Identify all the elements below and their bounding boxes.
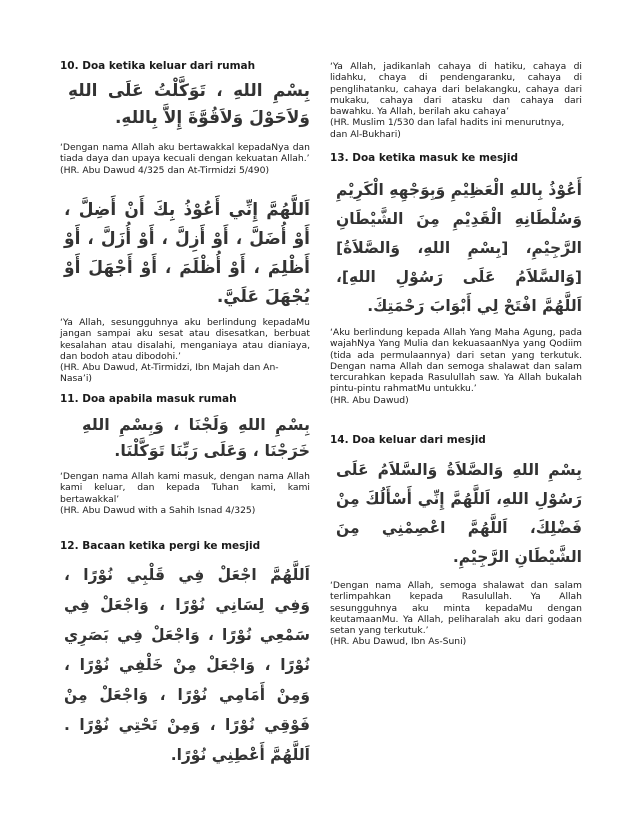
section-12-heading: 12. Bacaan ketika pergi ke mesjid (60, 540, 261, 552)
section-10-heading: 10. Doa ketika keluar dari rumah (60, 60, 256, 72)
section-11-reference: (HR. Abu Dawud with a Sahih Isnad 4/325) (60, 504, 256, 516)
section-10b-reference: (HR. Abu Dawud, At-Tirmidzi, Ibn Majah dan An-Nasa’i) (60, 362, 279, 385)
section-11-arabic: بِسْمِ اللهِ وَلَجْنَا ، وَبِسْمِ اللهِ خَرَجْنَا ، وَعَلَى رَبِّنَا تَوَكَّلْنَا. (82, 415, 310, 460)
section-10b-arabic: اَللَّهُمَّ إِنِّي أَعُوْذُ بِكَ أَنْ أَضِلَّ ، أَوْ أُضَلَّ ، أَوْ أَزِلَّ ، أَوْ أُزَلَّ ، أَوْ أَظْلِمَ ، أَوْ أُظْلَمَ ، أَوْ أَجْهَلَ أَوْ يُجْهَلَ عَلَيَّ. (64, 200, 310, 307)
section-14-reference: (HR. Abu Dawud, Ibn As-Suni) (330, 636, 467, 648)
section-13-text (330, 327, 582, 406)
section-14-arabic: بِسْمِ اللهِ وَالصَّلاَةُ وَالسَّلاَمُ عَلَى رَسُوْلِ اللهِ، اَللَّهُمَّ إِنِّي أَسْأَلُكَ مِنْ فَضْلِكَ، اَللَّهُمَّ اعْصِمْنِي مِنَ الشَّيْطَانِ الرَّجِيْمِ. (336, 461, 582, 566)
section-13-reference: (HR. Abu Dawud) (330, 394, 409, 406)
section-10-text (60, 142, 310, 176)
section-14-translation: ‘Dengan nama Allah, semoga shalawat dan salam terlimpahkan kepada Rasulullah. Ya Allah sesungguhnya aku minta kepadaMu dengan keutamaanMu. Ya Allah, peliharalah aku dari godaan setan yang terkutuk.’ (330, 580, 582, 637)
section-11-text (60, 471, 310, 516)
section-10b-translation: ‘Ya Allah, sesungguhnya aku berlindung kepadaMu jangan sampai aku sesat atau disesatkan, berbuat kesalahan atau disalahi, menganiaya atau dianiaya, dan bodoh atau dibodohi.’ (60, 317, 310, 362)
section-10b-text (60, 317, 310, 385)
section-13-heading: 13. Doa ketika masuk ke mesjid (330, 152, 518, 164)
section-10-translation: ‘Dengan nama Allah aku bertawakkal kepadaNya dan tiada daya dan upaya kecuali dengan kekuatan Allah.’ (60, 142, 310, 165)
section-13-arabic: أَعُوْذُ بِاللهِ الْعَظِيْمِ وَبِوَجْهِهِ الْكَرِيْمِ وَسُلْطَانِهِ الْقَدِيْمِ مِنَ الشَّيْطَانِ الرَّجِيْمِ، [بِسْمِ اللهِ، وَالصَّلاَةُ] [وَالسَّلاَمُ عَلَى رَسُوْلِ اللهِ]، اَللَّهُمَّ افْتَحْ لِي أَبْوَابَ رَحْمَتِكَ. (336, 181, 582, 315)
section-13-translation: ‘Aku berlindung kepada Allah Yang Maha Agung, pada wajahNya Yang Mulia dan kekuasaanNya yang Qodiim (tida ada permulaannya) dari setan yang terkutuk. Dengan nama Allah dan semoga shalawat dan salam tercurahkan kepada Rasulullah saw. Ya Allah bukalah pintu-pintu rahmatMu untukku.’ (330, 327, 582, 395)
section-12-cont-text (330, 61, 582, 140)
section-14-text (330, 580, 582, 648)
section-12-reference: (HR. Muslim 1/530 dan lafal hadits ini menurutnya, dan Al-Bukhari) (330, 117, 565, 140)
section-14-heading: 14. Doa keluar dari mesjid (330, 434, 486, 446)
section-11-translation: ‘Dengan nama Allah kami masuk, dengan nama Allah kami keluar, dan kepada Tuhan kami, kami bertawakkal’ (60, 471, 310, 505)
section-12-translation: ‘Ya Allah, jadikanlah cahaya di hatiku, cahaya di lidahku, chaya di pendengaranku, cahaya di penglihatanku, cahaya dari belakangku, cahaya dari mukaku, cahaya dari atasku dan cahaya dari bawahku. Ya Allah, berilah aku cahaya’ (330, 61, 582, 118)
section-12-arabic: اَللَّهُمَّ اجْعَلْ فِي قَلْبِي نُوْرًا ، وَفِي لِسَانِي نُوْرًا ، وَاجْعَلْ فِي سَمْعِي نُوْرًا ، وَاجْعَلْ فِي بَصَرِي نُوْرًا ، وَاجْعَلْ مِنْ خَلْفِي نُوْرًا ، وَمِنْ أَمَامِي نُوْرًا ، وَاجْعَلْ مِنْ فَوْقِي نُوْرًا ، وَمِنْ تَحْتِي نُوْرًا . اَللَّهُمَّ أَعْطِنِي نُوْرًا. (64, 566, 310, 764)
section-10-reference: (HR. Abu Dawud 4/325 dan At-Tirmidzi 5/490) (60, 164, 270, 176)
section-10-arabic: بِسْمِ اللهِ ، تَوَكَّلْتُ عَلَى اللهِ وَلاَحَوْلَ وَلاَقُوَّةَ إِلاَّ بِاللهِ. (68, 81, 310, 128)
section-11-heading: 11. Doa apabila masuk rumah (60, 393, 237, 405)
